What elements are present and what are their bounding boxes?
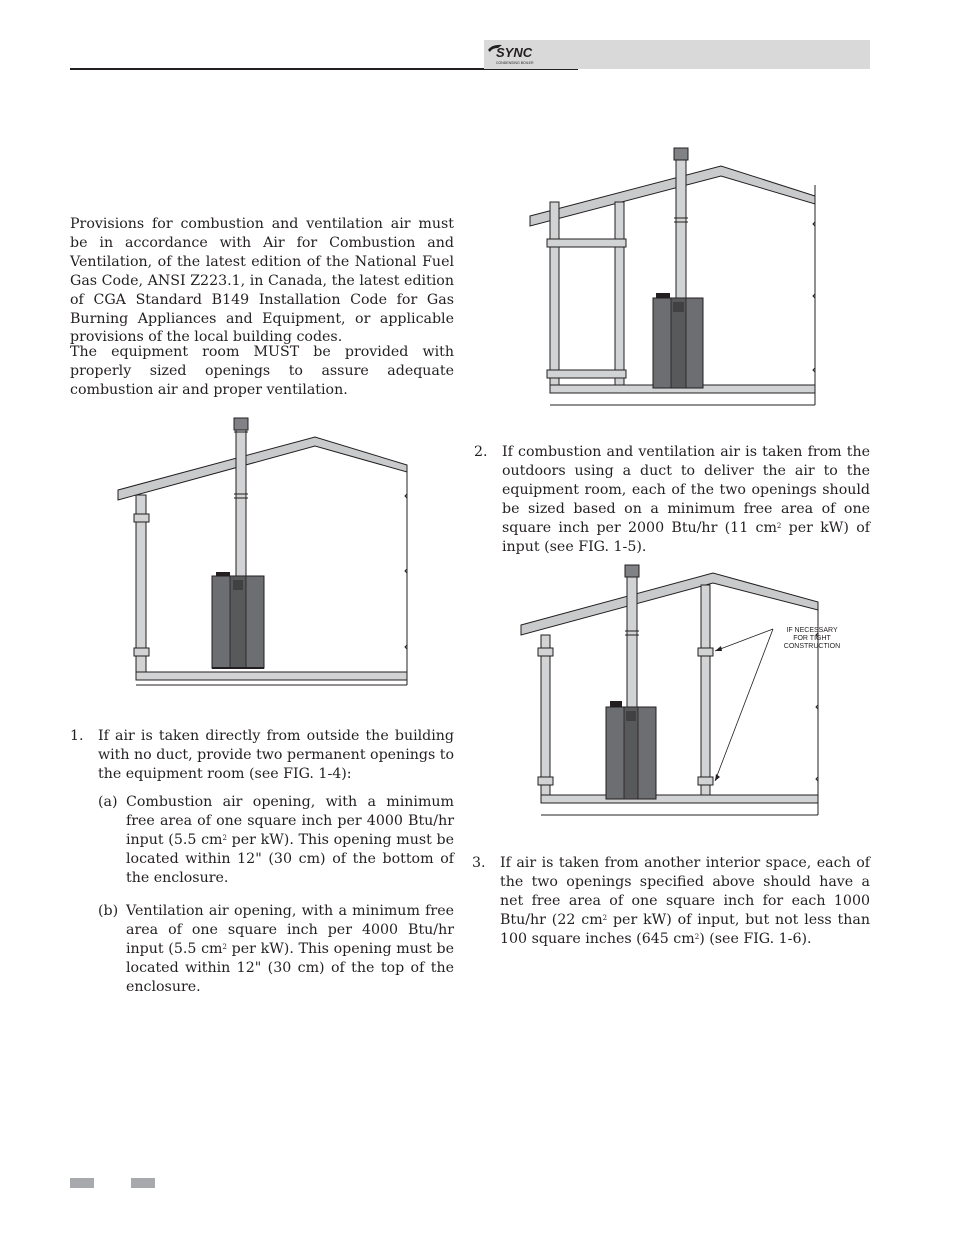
footer-tab-left [70, 1178, 94, 1188]
item-2-text: If combustion and ventilation air is taken from the outdoors using a duct to deliver the air to the equipment room, each of the two openings should be sized based on a minimum free area of one square inch per 2000 Btu/hr (11 $cm^2$ per kW) of input (see FIG. 1-5). [502, 444, 870, 555]
callout-line-3: CONSTRUCTION [783, 643, 841, 650]
figure-outdoor-duct [525, 140, 825, 410]
item-1a-label: (a) [98, 794, 118, 810]
item-3-text: If air is taken from another interior space, each of the two openings specified above should have a net free area of one square inch for each 1000 Btu/hr (22 $cm^2$ per kW) of input, but not less than 100 square inches (645 $cm^2$) (see FIG. 1-6). [500, 855, 870, 947]
callout-line-1: IF NECESSARY [786, 627, 838, 634]
figure-outdoor-direct [110, 410, 420, 690]
item-1-number: 1. [70, 728, 84, 744]
logo-wordmark: SYNC [496, 45, 533, 60]
intro-paragraph-2: The equipment room MUST be provided with properly sized openings to assure adequate combustion air and proper ventilation. [70, 344, 454, 398]
item-1b-label: (b) [98, 903, 119, 919]
item-1a-text: Combustion air opening, with a minimum free area of one square inch per 4000 Btu/hr input (5.5 $cm^2$ per kW). This opening must be located within 12" (30 cm) of the bottom of the enclosure. [126, 794, 454, 886]
logo-tagline: CONDENSING BOILER [496, 61, 534, 65]
sync-logo [486, 42, 556, 66]
item-2-number: 2. [474, 444, 488, 460]
item-3-number: 3. [472, 855, 486, 871]
item-1-text: If air is taken directly from outside the building with no duct, provide two permanent openings to the equipment room (see FIG. 1-4): [98, 728, 454, 782]
footer-tab-right [131, 1178, 155, 1188]
item-1b-text: Ventilation air opening, with a minimum free area of one square inch per 4000 Btu/hr input (5.5 $cm^2$ per kW). This opening must be located within 12" (30 cm) of the top of the enclosure. [126, 903, 454, 995]
intro-paragraph-1: Provisions for combustion and ventilation air must be in accordance with Air for Combustion and Ventilation, of the latest edition of the National Fuel Gas Code, ANSI Z223.1, in Canada, the latest edition of CGA Standard B149 Installation Code for Gas Burning Appliances and Equipment, or applicable provisions of the local building codes. [70, 216, 454, 346]
figure-interior-space [515, 555, 841, 815]
callout-line-2: FOR TIGHT [793, 635, 831, 642]
